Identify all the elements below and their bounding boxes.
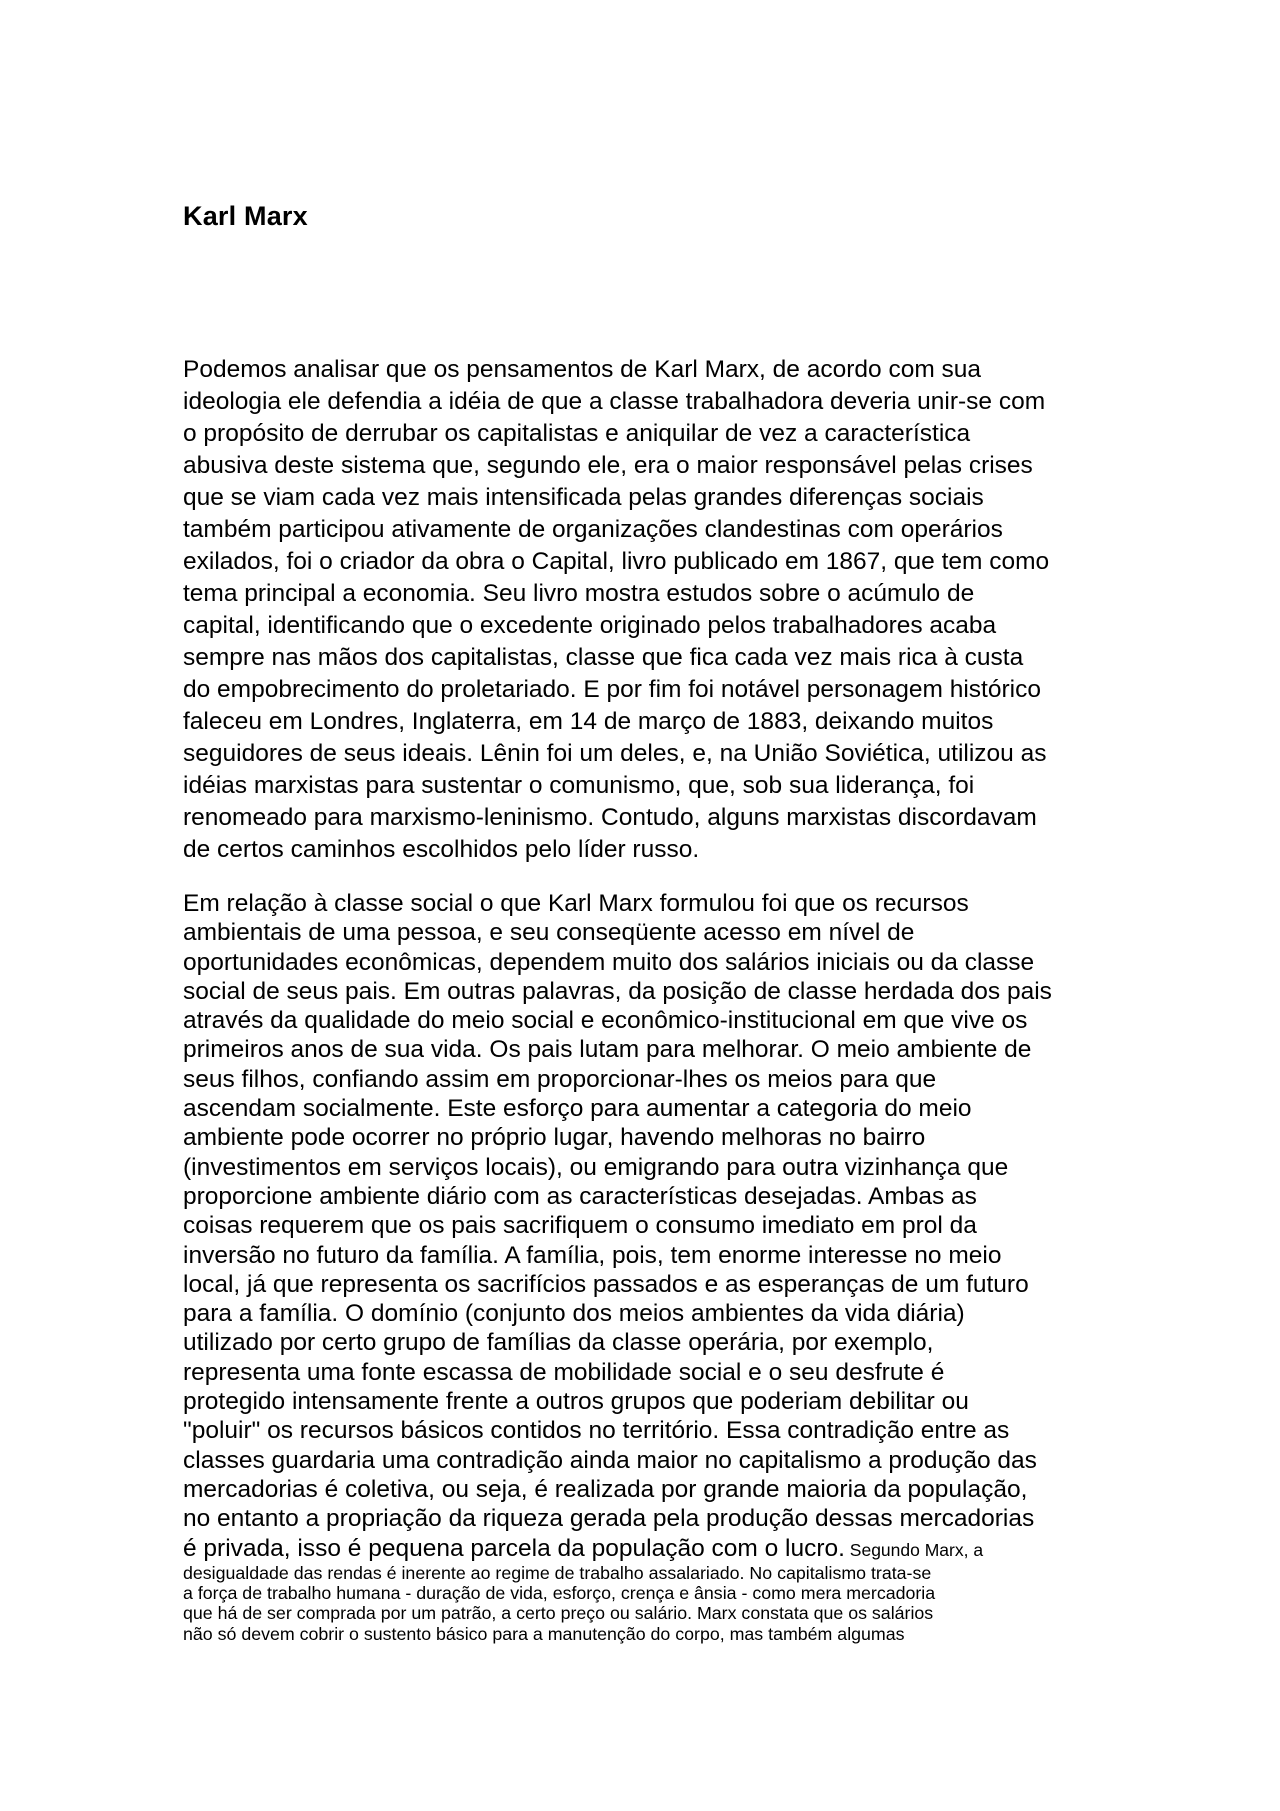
paragraph-line: de certos caminhos escolhidos pelo líder russo. [183, 836, 700, 863]
paragraph-line: seus filhos, confiando assim em proporcionar-lhes os meios para que [183, 1065, 937, 1093]
paragraph-line: exilados, foi o criador da obra o Capital, livro publicado em 1867, que tem como [183, 548, 1050, 575]
paragraph-line: sempre nas mãos dos capitalistas, classe que fica cada vez mais rica à custa [183, 644, 1024, 671]
paragraph-line: também participou ativamente de organizações clandestinas com operários [183, 516, 1003, 543]
paragraph-line: renomeado para marxismo-leninismo. Contudo, alguns marxistas discordavam [183, 804, 1037, 831]
paragraph-line: oportunidades econômicas, dependem muito dos salários iniciais ou da classe [183, 948, 1035, 976]
paragraph-line: do empobrecimento do proletariado. E por fim foi notável personagem histórico [183, 676, 1041, 703]
paragraph-line: através da qualidade do meio social e econômico-institucional em que vive os [183, 1007, 1028, 1035]
paragraph-line: mercadorias é coletiva, ou seja, é realizada por grande maioria da população, [183, 1475, 1028, 1503]
paragraph-line: Podemos analisar que os pensamentos de Karl Marx, de acordo com sua [183, 356, 982, 383]
paragraph-line: idéias marxistas para sustentar o comunismo, que, sob sua liderança, foi [183, 772, 975, 799]
paragraph-text-small: Segundo Marx, a [844, 1539, 984, 1560]
paragraph-text-large: é privada, isso é pequena parcela da população com o lucro. [183, 1534, 845, 1562]
paragraph-line-small: a força de trabalho humana - duração de vida, esforço, crença e ânsia - como mera mercadoria [183, 1583, 936, 1604]
paragraph-line: ambiente pode ocorrer no próprio lugar, havendo melhoras no bairro [183, 1124, 926, 1152]
paragraph-line: ideologia ele defendia a idéia de que a classe trabalhadora deveria unir-se com [183, 388, 1046, 415]
paragraph-line: para a família. O domínio (conjunto dos meios ambientes da vida diária) [183, 1300, 965, 1328]
paragraph-line: seguidores de seus ideais. Lênin foi um deles, e, na União Soviética, utilizou as [183, 740, 1047, 767]
paragraph-line: faleceu em Londres, Inglaterra, em 14 de março de 1883, deixando muitos [183, 708, 994, 735]
paragraph-line: primeiros anos de sua vida. Os pais lutam para melhorar. O meio ambiente de [183, 1036, 1032, 1064]
paragraph-line: que se viam cada vez mais intensificada pelas grandes diferenças sociais [183, 484, 984, 511]
paragraph-line: social de seus pais. Em outras palavras, da posição de classe herdada dos pais [183, 977, 1052, 1005]
paragraph-1 [183, 354, 1123, 866]
paragraph-line: no entanto a propriação da riqueza gerada pela produção dessas mercadorias [183, 1505, 1035, 1533]
paragraph-line: protegido intensamente frente a outros grupos que poderiam debilitar ou [183, 1388, 969, 1416]
paragraph-2 [183, 889, 1123, 1644]
paragraph-line: o propósito de derrubar os capitalistas e aniquilar de vez a característica [183, 420, 971, 447]
paragraph-line: Em relação à classe social o que Karl Marx formulou foi que os recursos [183, 890, 969, 917]
paragraph-line: ascendam socialmente. Este esforço para aumentar a categoria do meio [183, 1095, 972, 1123]
paragraph-line: proporcione ambiente diário com as características desejadas. Ambas as [183, 1182, 977, 1210]
paragraph-line: inversão no futuro da família. A família, pois, tem enorme interesse no meio [183, 1241, 1002, 1269]
paragraph-line-small: que há de ser comprada por um patrão, a certo preço ou salário. Marx constata que os salários [183, 1603, 934, 1624]
paragraph-line: tema principal a economia. Seu livro mostra estudos sobre o acúmulo de [183, 580, 975, 607]
paragraph-line: coisas requerem que os pais sacrifiquem o consumo imediato em prol da [183, 1212, 977, 1240]
paragraph-line: capital, identificando que o excedente originado pelos trabalhadores acaba [183, 612, 997, 639]
paragraph-line-mixed [183, 1534, 1123, 1563]
paragraph-line: (investimentos em serviços locais), ou emigrando para outra vizinhança que [183, 1153, 1009, 1181]
paragraph-line-small: não só devem cobrir o sustento básico para a manutenção do corpo, mas também algumas [183, 1623, 905, 1644]
paragraph-line: representa uma fonte escassa de mobilidade social e o seu desfrute é [183, 1358, 945, 1386]
document-title: Karl Marx [183, 201, 308, 231]
paragraph-line: local, já que representa os sacrifícios passados e as esperanças de um futuro [183, 1270, 1029, 1298]
paragraph-line: ambientais de uma pessoa, e seu conseqüente acesso em nível de [183, 919, 915, 947]
paragraph-line: classes guardaria uma contradição ainda maior no capitalismo a produção das [183, 1446, 1037, 1474]
paragraph-line: abusiva deste sistema que, segundo ele, era o maior responsável pelas crises [183, 452, 1033, 479]
paragraph-line: utilizado por certo grupo de famílias da classe operária, por exemplo, [183, 1329, 934, 1357]
paragraph-line-small: desigualdade das rendas é inerente ao regime de trabalho assalariado. No capitalismo trata-se [183, 1562, 932, 1583]
paragraph-line: "poluir" os recursos básicos contidos no território. Essa contradição entre as [183, 1417, 1010, 1445]
